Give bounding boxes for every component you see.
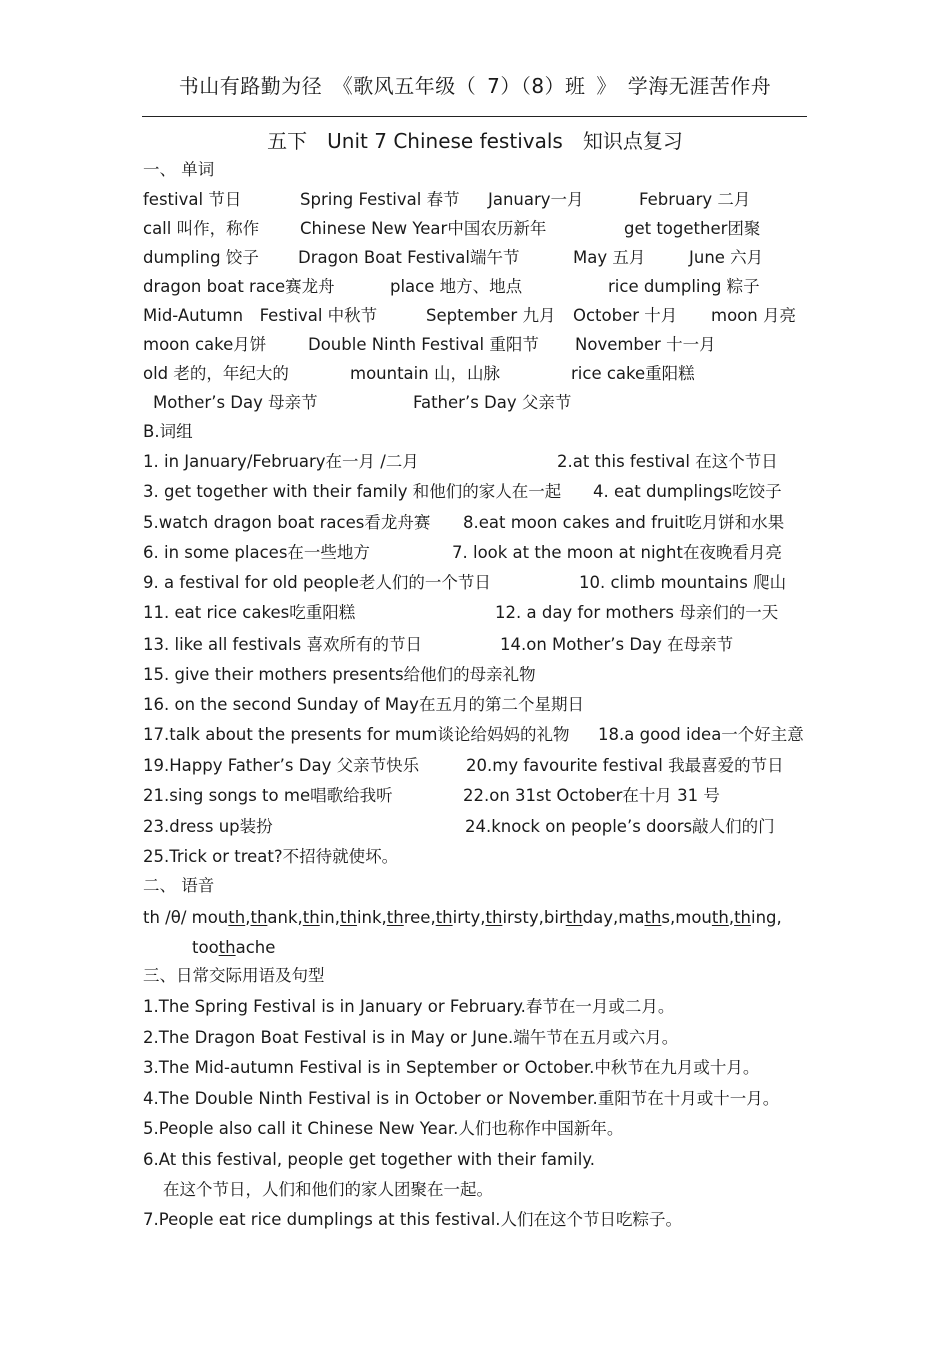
phonics-word: thin, [302, 908, 341, 927]
phonics-word: three, [386, 908, 436, 927]
phrase-item: 1. in January/February在一月 /二月 [143, 452, 419, 471]
phrase-item: 7. look at the moon at night在夜晚看月亮 [452, 543, 782, 562]
vocab-item: festival 节日 [143, 190, 242, 209]
vocab-item: September 九月 [426, 306, 556, 325]
phrase-item: 13. like all festivals 喜欢所有的节日 [143, 635, 422, 654]
sentence-item: 3.The Mid-autumn Festival is in September or October.中秋节在九月或十月。 [143, 1058, 760, 1077]
section-heading-phrases: B.词组 [143, 422, 193, 441]
phonics-label: th /θ/ [143, 908, 187, 927]
phrase-item: 19.Happy Father’s Day 父亲节快乐 [143, 756, 420, 775]
phrase-item: 17.talk about the presents for mum谈论给妈妈的礼物 [143, 725, 570, 744]
phrase-item: 2.at this festival 在这个节日 [557, 452, 778, 471]
phonics-word: thirsty, [485, 908, 544, 927]
vocab-item: rice dumpling 粽子 [608, 277, 760, 296]
phrase-item: 20.my favourite festival 我最喜爱的节日 [466, 756, 784, 775]
phonics-word: birthday, [543, 908, 619, 927]
phrase-item: 24.knock on people’s doors敲人们的门 [465, 817, 775, 836]
phrase-item: 4. eat dumplings吃饺子 [593, 482, 782, 501]
vocab-item: call 叫作，称作 [143, 219, 260, 238]
vocab-item: Mid-Autumn Festival 中秋节 [143, 306, 378, 325]
vocab-item: Chinese New Year中国农历新年 [300, 219, 547, 238]
phrase-item: 16. on the second Sunday of May在五月的第二个星期日 [143, 695, 584, 714]
phrase-item: 25.Trick or treat?不招待就使坏。 [143, 847, 399, 866]
phrase-item: 18.a good idea一个好主意 [598, 725, 804, 744]
phonics-word: maths, [618, 908, 676, 927]
phrase-item: 14.on Mother’s Day 在母亲节 [500, 635, 734, 654]
sentence-item: 4.The Double Ninth Festival is in October or November.重阳节在十月或十一月。 [143, 1089, 780, 1108]
vocab-item: June 六月 [689, 248, 764, 267]
vocab-item: Spring Festival 春节 [300, 190, 460, 209]
section-heading-vocab: 一、 单词 [143, 160, 215, 179]
section-heading-phonics: 二、 语音 [143, 876, 215, 895]
header-divider [142, 116, 807, 117]
phrase-item: 9. a festival for old people老人们的一个节日 [143, 573, 491, 592]
phrase-item: 3. get together with their family 和他们的家人在一起 [143, 482, 562, 501]
vocab-item: Father’s Day 父亲节 [413, 393, 572, 412]
phonics-word: thank, [250, 908, 303, 927]
vocab-item: November 十一月 [575, 335, 716, 354]
phonics-word: mouth, [675, 908, 735, 927]
sentence-item: 2.The Dragon Boat Festival is in May or June.端午节在五月或六月。 [143, 1028, 679, 1047]
sentence-item: 6.At this festival, people get together with their family. [143, 1150, 595, 1169]
vocab-item: October 十月 [573, 306, 678, 325]
phonics-word: mouth, [191, 908, 251, 927]
vocab-item: May 五月 [573, 248, 646, 267]
vocab-item: dragon boat race赛龙舟 [143, 277, 335, 296]
phrase-item: 8.eat moon cakes and fruit吃月饼和水果 [463, 513, 785, 532]
vocab-item: February 二月 [639, 190, 751, 209]
phonics-line [143, 907, 782, 929]
phrase-item: 22.on 31st October在十月 31 号 [463, 786, 720, 805]
phrase-item: 5.watch dragon boat races看龙舟赛 [143, 513, 431, 532]
phrase-item: 6. in some places在一些地方 [143, 543, 370, 562]
phonics-word: thirty, [435, 908, 486, 927]
vocab-item: January一月 [488, 190, 584, 209]
vocab-item: dumpling 饺子 [143, 248, 259, 267]
sentence-item: 7.People eat rice dumplings at this festival.人们在这个节日吃粽子。 [143, 1210, 683, 1229]
vocab-item: mountain 山，山脉 [350, 364, 500, 383]
vocab-item: moon cake月饼 [143, 335, 267, 354]
vocab-item: Dragon Boat Festival端午节 [298, 248, 520, 267]
phrase-item: 12. a day for mothers 母亲们的一天 [495, 603, 779, 622]
page-title: 五下 Unit 7 Chinese festivals 知识点复习 [267, 129, 683, 153]
sentence-translation: 在这个节日，人们和他们的家人团聚在一起。 [163, 1180, 493, 1199]
vocab-item: get together团聚 [624, 219, 761, 238]
phrase-item: 10. climb mountains 爬山 [579, 573, 787, 592]
phrase-item: 23.dress up装扮 [143, 817, 273, 836]
vocab-item: Mother’s Day 母亲节 [153, 393, 318, 412]
phonics-word: toothache [192, 938, 276, 957]
section-heading-sentences: 三、日常交际用语及句型 [143, 966, 325, 985]
phrase-item: 21.sing songs to me唱歌给我听 [143, 786, 393, 805]
phonics-word: think, [340, 908, 387, 927]
phrase-item: 11. eat rice cakes吃重阳糕 [143, 603, 356, 622]
vocab-item: moon 月亮 [711, 306, 796, 325]
phrase-item: 15. give their mothers presents给他们的母亲礼物 [143, 665, 536, 684]
vocab-item: Double Ninth Festival 重阳节 [308, 335, 539, 354]
sentence-item: 1.The Spring Festival is in January or February.春节在一月或二月。 [143, 997, 675, 1016]
vocab-item: rice cake重阳糕 [571, 364, 695, 383]
page-header: 书山有路勤为径 《歌风五年级（ 7）（8）班 》 学海无涯苦作舟 [178, 74, 772, 98]
sentence-item: 5.People also call it Chinese New Year.人们也称作中国新年。 [143, 1119, 624, 1138]
phonics-word: thing, [734, 908, 782, 927]
vocab-item: place 地方、地点 [390, 277, 523, 296]
vocab-item: old 老的，年纪大的 [143, 364, 289, 383]
